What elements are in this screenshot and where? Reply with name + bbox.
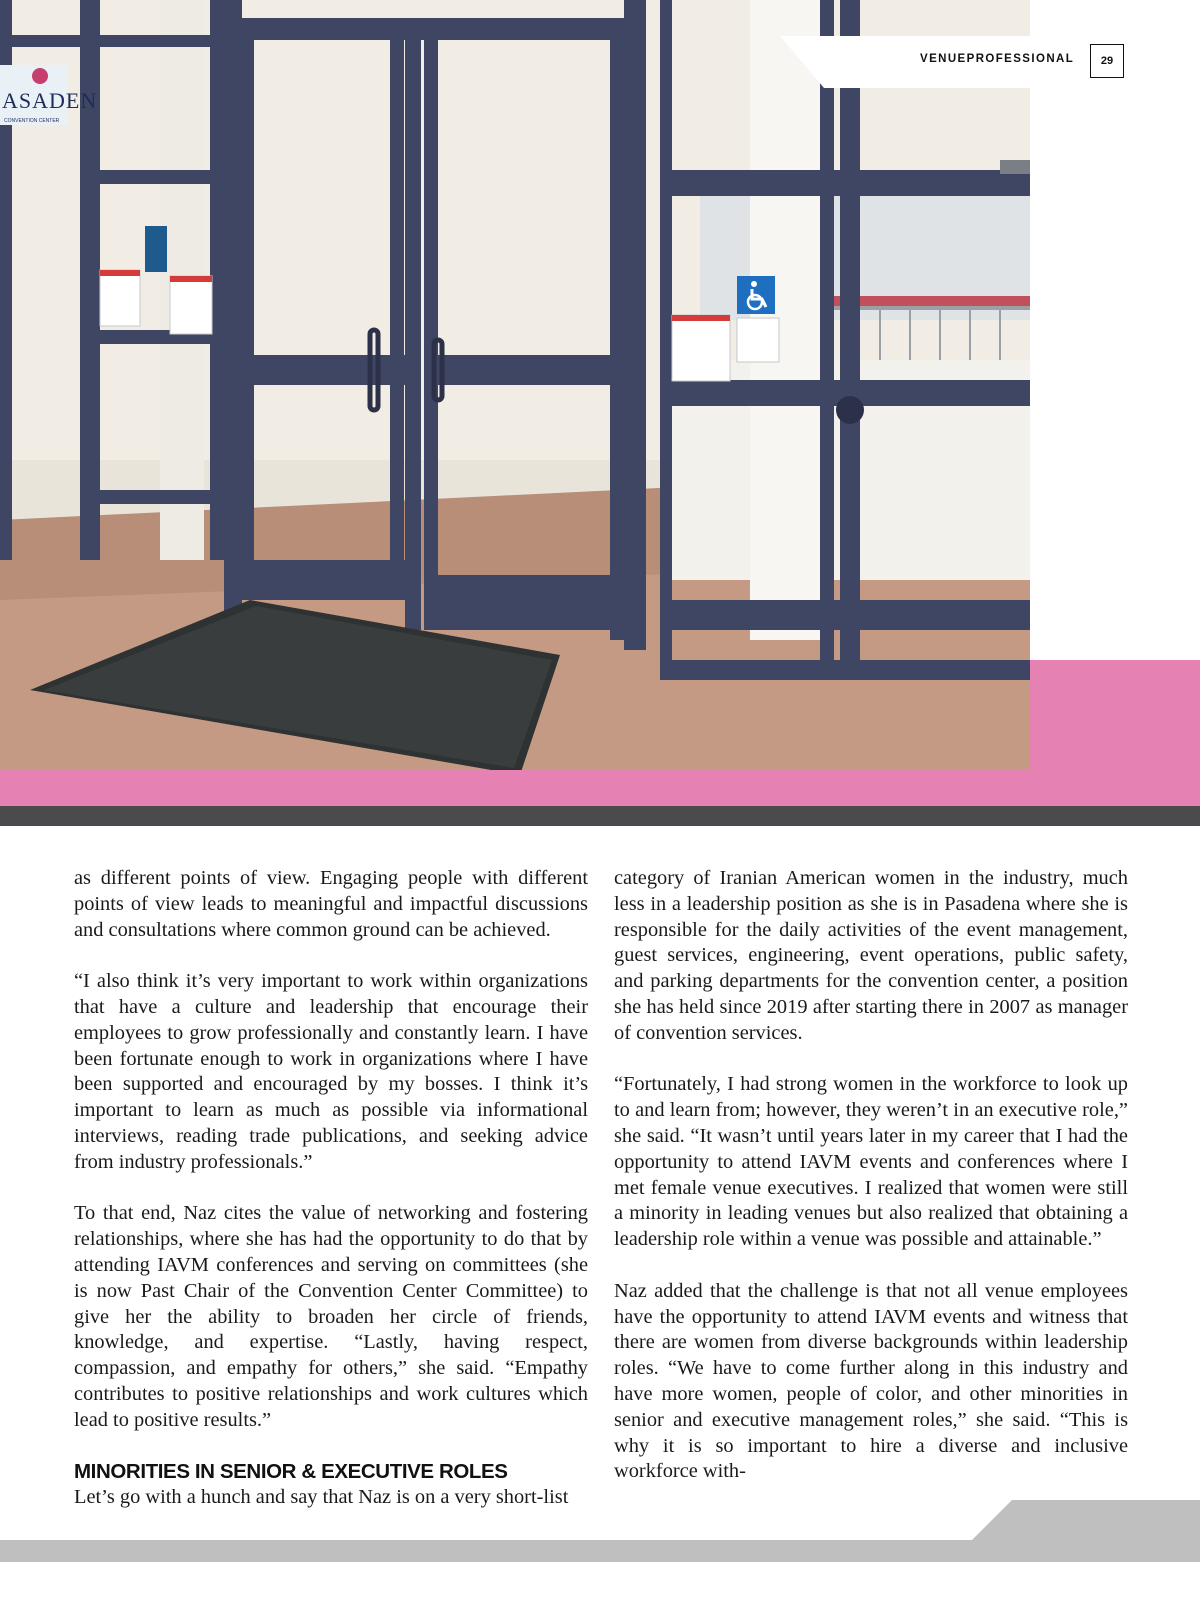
paragraph: “Fortunately, I had strong women in the workforce to look up to and learn from; however, they weren’t in an executive role,” she said. “It wasn’t until years later in my career that I had the opportunity to attend IAVM events and conferences where I met female venue executives. I realized that women were still a minority in leading venues but also realized that obtaining a leadership role within a venue was possible and attainable.” <box>614 1073 1128 1251</box>
article-right-column <box>614 866 1128 1485</box>
section-heading: MINORITIES IN SENIOR & EXECUTIVE ROLES <box>74 1460 508 1484</box>
page-number: 29 <box>1090 44 1124 78</box>
pasadena-sign-subtext: CONVENTION CENTER <box>4 118 60 124</box>
paragraph: Naz added that the challenge is that not all venue employees have the opportunity to attend IAVM events and witness that there are women from diverse backgrounds within leadership roles. “We have to come further along in this industry and have more women, people of color, and other minorities in senior and executive management roles,” she said. “This is why it is so important to hire a diverse and inclusive workforce with- <box>614 1279 1128 1483</box>
article-left-column <box>74 866 588 1511</box>
convention-center-doors-photo <box>0 0 1030 770</box>
paragraph: To that end, Naz cites the value of networking and fostering relationships, where she has had the opportunity to do that by attending IAVM conferences and serving on committees (she is now Past Chair of the Convention Center Committee) to give her the ability to broaden her circle of friends, knowledge, and expertise. “Lastly, having respect, compassion, and empathy for others,” she said. “Empathy contributes to positive relationships and work cultures which lead to positive results.” <box>74 1202 588 1431</box>
brand-light: PROFESSIONAL <box>966 53 1075 65</box>
brand-bold: VENUE <box>920 53 967 65</box>
paragraph: “I also think it’s very important to work within organizations that have a culture and leadership that encourage their employees to grow professionally and constantly learn. I have been fortunate enough to work in organizations where I have been supported and encouraged by my bosses. I think it’s important to learn as much as possible via informational interviews, reading trade publications, and seeking advice from industry professionals.” <box>74 970 588 1173</box>
paragraph: as different points of view. Engaging people with different points of view leads to meaningful and impactful discussions and consultations where common ground can be achieved. <box>74 867 588 941</box>
paragraph: category of Iranian American women in the industry, much less in a leadership position as she is in Pasadena where she is responsible for the daily activities of the event management, guest services, engineering, event operations, public safety, and parking departments for the convention center, a position she has held since 2019 after starting there in 2007 as manager of convention services. <box>614 867 1128 1044</box>
pasadena-sign-text: ASADEN <box>2 88 98 113</box>
footer-tab <box>972 1500 1200 1540</box>
footer-bar <box>0 1540 1200 1562</box>
paragraph: Let’s go with a hunch and say that Naz is on a very short-list <box>74 1486 569 1509</box>
publication-title <box>920 53 1074 71</box>
dark-divider-band <box>0 806 1200 826</box>
